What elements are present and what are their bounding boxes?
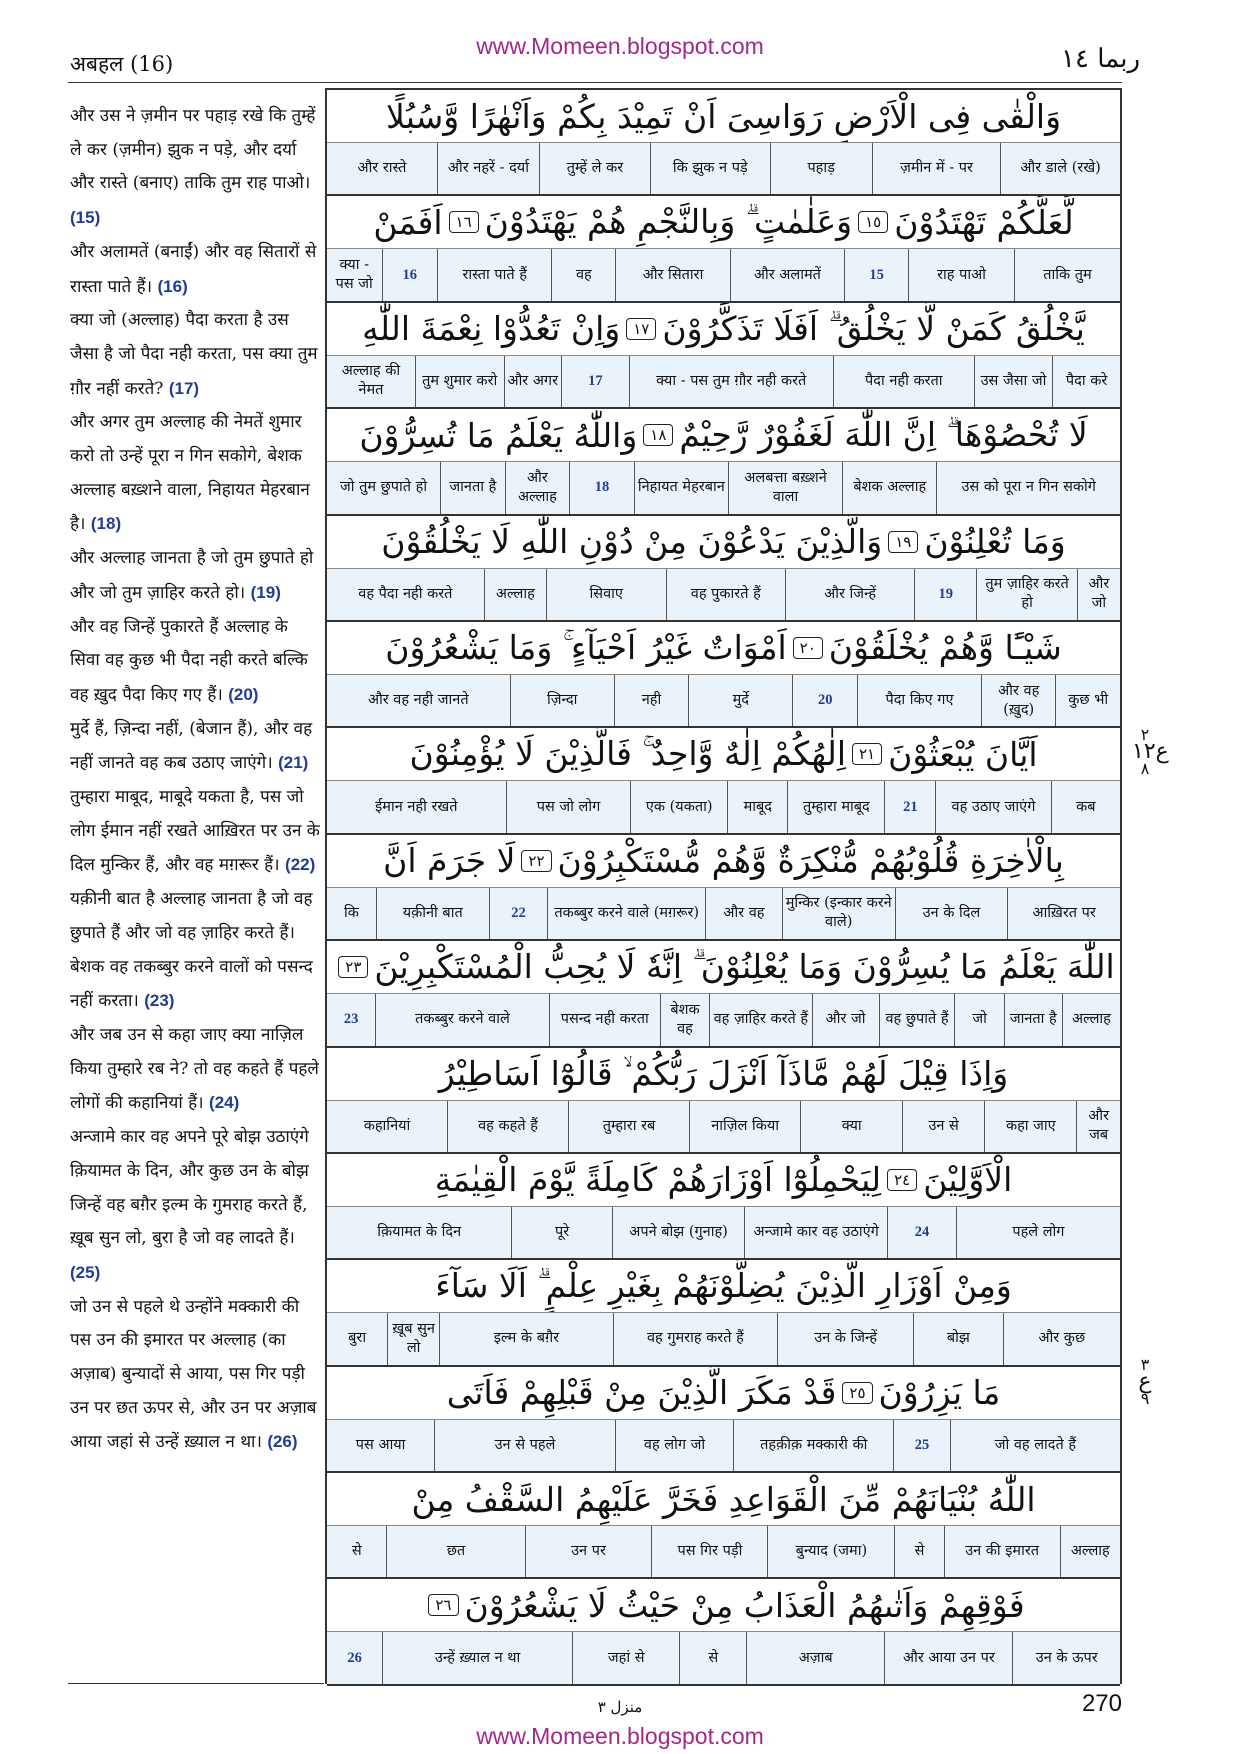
verse-number: (22) xyxy=(285,855,316,875)
verse-number-cell: 16 xyxy=(382,249,438,300)
arabic-verse-line xyxy=(327,728,1120,781)
word-meaning-cell: और जो xyxy=(1077,569,1120,620)
juz-header-right: ربما ١٤ xyxy=(1061,44,1140,74)
word-meaning-cell: मुन्किर (इन्कार करने वाले) xyxy=(782,888,895,939)
arabic-text: اِلٰهُكُمْ اِلٰهٌ وَّاحِدٌ ۚ فَالَّذِيْنَ لَا يُؤْمِنُوْنَ xyxy=(409,734,846,774)
translation-paragraph xyxy=(70,100,322,236)
ayah-number-marker: ٢٤ xyxy=(887,1169,917,1191)
translation-text: और अगर तुम अल्लाह की नेमतें शुमार करो तो उन्हें पूरा न गिन सकोगे, बेशक अल्लाह बख़्शने वाला, निहायत मेहरबान है। xyxy=(70,412,310,535)
translation-text: और जब उन से कहा जाए क्या नाज़िल किया तुम्हारे रब ने? तो वह कहते हैं पहले लोगों की कहानियां हैं। xyxy=(70,1024,319,1114)
ayah-number-marker: ٢٠ xyxy=(793,637,823,659)
verse-number: (25) xyxy=(70,1262,101,1282)
word-meaning-cell: से xyxy=(351,1543,362,1560)
word-meaning-cell: निहायत मेहरबान xyxy=(634,462,728,513)
verse-number: (19) xyxy=(250,582,281,602)
word-meaning-cell: और डाले (रखे) xyxy=(1000,143,1120,194)
word-meaning-cell: वह पैदा नही करते xyxy=(358,585,453,602)
word-meaning-cell: कुछ भी xyxy=(1055,675,1120,726)
arabic-text: اللّٰهُ بُنْيَانَهُمْ مِّنَ الْقَوَاعِدِ فَخَرَّ عَلَيْهِمُ السَّقْفُ مِنْ xyxy=(411,1479,1036,1519)
word-meaning-cell: पस आया xyxy=(355,1436,406,1453)
word-meaning-cell: अल्लाह की नेमत xyxy=(341,363,401,399)
word-meaning-cell: बेशक वह xyxy=(660,994,709,1045)
word-meaning-cell: तुम ज़ाहिर करते हो xyxy=(976,569,1076,620)
arabic-text: فَوْقِهِمْ وَاَتٰىهُمُ الْعَذَابُ مِنْ حَيْثُ لَا يَشْعُرُوْنَ xyxy=(464,1585,1025,1625)
word-meaning-cell: क्या - पस तुम ग़ौर नही करते xyxy=(629,356,833,407)
arabic-verse-line xyxy=(327,196,1120,249)
word-translation-row xyxy=(327,249,1120,302)
arabic-verse-line xyxy=(327,1154,1120,1207)
word-meaning-cell: और अगर xyxy=(504,356,561,407)
word-meaning-cell: उस जैसा जो xyxy=(974,356,1052,407)
translation-text: मुर्दे हैं, ज़िन्दा नहीं, (बेजान हैं), और वह नहीं जानते वह कब उठाए जाएंगे। xyxy=(70,718,313,774)
word-meaning-cell: अज़ाब xyxy=(746,1632,884,1683)
word-meaning-cell: तुम्हारा माबूद xyxy=(787,781,884,832)
word-meaning-cell: क्या xyxy=(800,1101,902,1152)
word-meaning-cell: मुर्दे xyxy=(688,675,792,726)
word-meaning-cell: से xyxy=(679,1632,746,1683)
word-meaning-cell: तुम्हें ले कर xyxy=(539,143,650,194)
verse-number: (24) xyxy=(209,1093,240,1113)
word-meaning-cell: पूरे xyxy=(511,1207,612,1258)
word-meaning-cell: उन पर xyxy=(525,1526,652,1577)
word-meaning-cell: और वह (ख़ुद) xyxy=(981,675,1055,726)
word-meaning-cell: और जब xyxy=(1076,1101,1120,1152)
word-meaning-cell: बुरा xyxy=(348,1330,367,1347)
verse-number: (21) xyxy=(278,753,309,773)
word-meaning-cell: जो तुम छुपाते हो xyxy=(339,479,428,496)
word-meaning-cell: ज़िन्दा xyxy=(510,675,614,726)
ruku-marker-symbol: ع xyxy=(1138,1369,1152,1394)
word-meaning-cell: बेशक अल्लाह xyxy=(842,462,936,513)
arabic-text: وَاِنْ تَعُدُّوْا نِعْمَةَ اللّٰهِ xyxy=(362,309,621,349)
word-translation-row xyxy=(327,1632,1120,1685)
arabic-text: وَاللّٰهُ يَعْلَمُ مَا تُسِرُّوْنَ xyxy=(359,415,638,455)
word-translation-row xyxy=(327,1207,1120,1260)
arabic-text: مَا يَزِرُوْنَ xyxy=(878,1373,1001,1413)
translation-text: क्या जो (अल्लाह) पैदा करता है उस जैसा है जो पैदा नही करता, पस क्या तुम ग़ौर नहीं करते? xyxy=(70,310,318,399)
header-rule xyxy=(68,82,1122,83)
verse-number-cell: 26 xyxy=(347,1649,362,1666)
word-translation-row xyxy=(327,675,1120,728)
word-meaning-cell: और सितारा xyxy=(615,249,729,300)
translation-paragraph xyxy=(70,304,322,406)
translation-paragraph xyxy=(70,883,322,1019)
ayah-number-marker: ١٧ xyxy=(626,318,656,340)
word-meaning-cell: वह गुमराह करते हैं xyxy=(613,1313,777,1364)
word-meaning-cell: अल्लाह xyxy=(1062,994,1120,1045)
arabic-verse-line xyxy=(327,1260,1120,1313)
translation-text: यक़ीनी बात है अल्लाह जानता है जो वह छुपाते हैं और जो वह ज़ाहिर करते हैं। बेशक वह तकब्बुर करने वालों को पसन्द नहीं करता। xyxy=(70,889,313,1012)
ayah-number-marker: ٢٦ xyxy=(428,1594,458,1616)
ayah-number-marker: ١٦ xyxy=(449,211,479,233)
word-meaning-cell: उस को पूरा न गिन सकोगे xyxy=(936,462,1120,513)
verse-number-cell: 20 xyxy=(792,675,857,726)
arabic-text: وَعَلٰمٰتٍ ۗ وَبِالنَّجْمِ هُمْ يَهْتَدُوْنَ xyxy=(484,202,853,242)
word-meaning-cell: नाज़िल किया xyxy=(689,1101,800,1152)
word-meaning-cell: कब xyxy=(1051,781,1120,832)
word-meaning-cell: तुम शुमार करो xyxy=(415,356,504,407)
translation-paragraph xyxy=(70,1019,322,1121)
manzil-label: منزل ٣ xyxy=(597,1698,643,1716)
word-meaning-cell: तकब्बुर करने वाले xyxy=(375,994,548,1045)
arabic-verse-line xyxy=(327,409,1120,462)
arabic-text: اَمْوَاتٌ غَيْرُ اَحْيَآءٍ ۚ وَمَا يَشْعُرُوْنَ xyxy=(385,627,787,667)
arabic-text: شَيْـًٔا وَّهُمْ يُخْلَقُوْنَ xyxy=(828,628,1062,668)
word-meaning-cell: वह छुपाते हैं xyxy=(879,994,955,1045)
ayah-number-marker: ٢٢ xyxy=(521,850,551,872)
word-meaning-cell: उन की इमारत xyxy=(944,1526,1060,1577)
translation-text: और वह जिन्हें पुकारते हैं अल्लाह के सिवा वह कुछ भी पैदा नही करते बल्कि वह ख़ुद पैदा किए गए हैं। xyxy=(70,616,308,705)
word-meaning-cell: नही xyxy=(614,675,688,726)
word-meaning-cell: तुम्हारा रब xyxy=(568,1101,689,1152)
word-meaning-cell: और अलामतें xyxy=(730,249,844,300)
word-meaning-cell: और जिन्हें xyxy=(785,569,914,620)
word-meaning-cell: अल्लाह xyxy=(1060,1526,1120,1577)
word-meaning-cell: पहाड़ xyxy=(770,143,872,194)
word-meaning-cell: उन से पहले xyxy=(434,1420,615,1471)
arabic-verse-line xyxy=(327,90,1120,143)
ruku-marker-top: ٢ xyxy=(1140,725,1150,744)
word-meaning-cell: कहा जाए xyxy=(984,1101,1076,1152)
verse-number-cell: 22 xyxy=(489,888,548,939)
word-meaning-cell: बुन्याद (जमा) xyxy=(767,1526,894,1577)
word-meaning-cell: तकब्बुर करने वाले (मग़रूर) xyxy=(547,888,705,939)
translation-paragraph xyxy=(70,406,322,542)
word-meaning-cell: जो वह लादते हैं xyxy=(950,1420,1120,1471)
ayah-number-marker: ٢٣ xyxy=(338,956,368,978)
word-meaning-cell: उन के ऊपर xyxy=(1012,1632,1120,1683)
word-meaning-cell: जो xyxy=(954,994,1003,1045)
word-translation-row xyxy=(327,1526,1120,1579)
word-meaning-cell: वह कहते हैं xyxy=(447,1101,568,1152)
verse-number-cell: 15 xyxy=(844,249,908,300)
ruku-marker xyxy=(1132,725,1169,778)
word-meaning-cell: वह पुकारते हैं xyxy=(666,569,786,620)
word-meaning-cell: इल्म के बग़ैर xyxy=(439,1313,613,1364)
word-meaning-cell: यक़ीनी बात xyxy=(376,888,489,939)
word-meaning-cell: राह पाओ xyxy=(908,249,1014,300)
word-meaning-cell: पहले लोग xyxy=(956,1207,1120,1258)
ayah-number-marker: ١٩ xyxy=(888,531,918,553)
translation-text: और उस ने ज़मीन पर पहाड़ रखे कि तुम्हें ले कर (ज़मीन) झुक न पड़े, और दर्या और रास्ते (बनाए) ताकि तुम राह पाओ। xyxy=(70,106,316,194)
word-meaning-cell: छत xyxy=(386,1526,524,1577)
word-translation-row xyxy=(327,356,1120,409)
arabic-text: وَالْقٰى فِى الْاَرْضِ رَوَاسِىَ اَنْ تَمِيْدَ بِكُمْ وَاَنْهٰرًا وَّسُبُلًا xyxy=(386,96,1062,136)
word-meaning-cell: वह उठाए जाएंगे xyxy=(935,781,1050,832)
arabic-text: يَّخْلُقُ كَمَنْ لَّا يَخْلُقُ ۗ اَفَلَا تَذَكَّرُوْنَ xyxy=(662,308,1085,348)
word-meaning-cell: क़ियामत के दिन xyxy=(377,1224,462,1241)
word-meaning-cell: ख़ूब सुन लो xyxy=(387,1313,439,1364)
ruku-marker xyxy=(1132,1356,1158,1407)
word-meaning-cell: उन के जिन्हें xyxy=(777,1313,913,1364)
word-meaning-cell: जानता है xyxy=(440,462,505,513)
arabic-text: اللّٰهَ يَعْلَمُ مَا يُسِرُّوْنَ وَمَا يُعْلِنُوْنَ ۗ اِنَّهٗ لَا يُحِبُّ الْمُسْتَكْبِرِيْنَ xyxy=(374,947,1115,987)
arabic-text: لَا جَرَمَ اَنَّ xyxy=(383,841,516,881)
word-meaning-cell: और रास्ते xyxy=(357,160,407,177)
arabic-verse-line xyxy=(327,516,1120,569)
word-meaning-cell: कि झुक न पड़े xyxy=(650,143,770,194)
word-meaning-cell: पस जो लोग xyxy=(506,781,631,832)
footer-rule xyxy=(68,1683,324,1684)
word-meaning-cell: अल्लाह xyxy=(484,569,546,620)
ayah-number-marker: ١٥ xyxy=(858,211,888,233)
word-meaning-cell: उन के दिल xyxy=(895,888,1008,939)
word-meaning-cell: माबूद xyxy=(727,781,787,832)
arabic-text: اَيَّانَ يُبْعَثُوْنَ xyxy=(888,734,1038,774)
arabic-text: وَمِنْ اَوْزَارِ الَّذِيْنَ يُضِلُّوْنَهُمْ بِغَيْرِ عِلْمٍ ۗ اَلَا سَآءَ xyxy=(435,1266,1012,1306)
word-translation-row xyxy=(327,781,1120,834)
word-meaning-cell: जहां से xyxy=(572,1632,680,1683)
word-meaning-cell: और कुछ xyxy=(1003,1313,1120,1364)
word-meaning-cell: वह लोग जो xyxy=(615,1420,734,1471)
word-translation-row xyxy=(327,888,1120,941)
verse-number: (16) xyxy=(157,276,188,296)
word-meaning-cell: कहानियां xyxy=(363,1117,411,1134)
word-translation-row xyxy=(327,1420,1120,1473)
verse-number-cell: 24 xyxy=(887,1207,956,1258)
word-meaning-cell: तहक़ीक़ मक्कारी की xyxy=(733,1420,893,1471)
word-meaning-cell: वह ज़ाहिर करते हैं xyxy=(709,994,811,1045)
arabic-verse-line xyxy=(327,1473,1120,1526)
translation-column xyxy=(70,100,322,1460)
site-url-bottom[interactable]: www.Momeen.blogspot.com xyxy=(476,1723,764,1749)
word-meaning-cell: पैदा करे xyxy=(1052,356,1120,407)
word-meaning-cell: और नहरें - दर्या xyxy=(437,143,539,194)
translation-paragraph xyxy=(70,1291,322,1461)
translation-text: और अलामतें (बनाईं) और वह सितारों से रास्ता पाते हैं। xyxy=(70,241,317,297)
arabic-verse-line xyxy=(327,941,1120,994)
ruku-marker-bottom: ٩ xyxy=(1140,1389,1150,1408)
verse-number: (23) xyxy=(144,991,175,1011)
word-translation-row xyxy=(327,143,1120,196)
translation-text: जो उन से पहले थे उन्होंने मक्कारी की पस उन की इमारत पर अल्लाह (का अज़ाब) बुन्यादों से आया, पस गिर पड़ी उन पर छत ऊपर से, और उन पर अज़ाब आया जहां से उन्हें ख़्याल न था। xyxy=(70,1296,317,1453)
verse-number: (18) xyxy=(90,514,122,534)
word-meaning-cell: पैदा किए गए xyxy=(857,675,981,726)
ruku-marker-bottom: ٨ xyxy=(1140,759,1150,778)
ruku-marker-symbol: ع١٢ xyxy=(1132,739,1169,764)
arabic-text: الْاَوَّلِيْنَ xyxy=(923,1160,1013,1200)
word-translation-row xyxy=(327,1313,1120,1366)
translation-paragraph xyxy=(70,713,322,781)
word-meaning-cell: पैदा नही करता xyxy=(833,356,974,407)
word-meaning-cell: उन से xyxy=(902,1101,984,1152)
translation-paragraph xyxy=(70,1121,322,1291)
word-meaning-cell: और वह xyxy=(705,888,782,939)
verse-number: (26) xyxy=(267,1432,298,1452)
arabic-verse-line xyxy=(327,1579,1120,1632)
verse-number: (20) xyxy=(228,684,259,704)
word-meaning-cell: जानता है xyxy=(1004,994,1062,1045)
verse-number-cell: 17 xyxy=(561,356,629,407)
word-meaning-cell: रास्ता पाते हैं xyxy=(437,249,551,300)
translation-paragraph xyxy=(70,236,322,304)
translation-text: अन्जामे कार वह अपने पूरे बोझ उठाएंगे क़ियामत के दिन, और कुछ उन के बोझ जिन्हें वह बग़ैर इल्म के गुमराह करते हैं, ख़ूब सुन लो, बुरा है जो वह लादते हैं। xyxy=(70,1127,309,1249)
ayah-number-marker: ١٨ xyxy=(643,424,673,446)
word-meaning-cell: बोझ xyxy=(913,1313,1002,1364)
word-meaning-cell: से xyxy=(894,1526,943,1577)
page-number: 270 xyxy=(1081,1690,1122,1717)
verse-number: (15) xyxy=(70,208,101,228)
arabic-text: اَفَمَنْ xyxy=(373,202,443,242)
verse-number-cell: 23 xyxy=(343,1011,359,1028)
ruku-marker-top: ٣ xyxy=(1140,1355,1150,1374)
translation-text: और अल्लाह जानता है जो तुम छुपाते हो और जो तुम ज़ाहिर करते हो। xyxy=(70,548,314,603)
word-meaning-cell: अलबत्ता बख़्शने वाला xyxy=(728,462,842,513)
word-meaning-cell: और आया उन पर xyxy=(884,1632,1012,1683)
arabic-text: بِالْاٰخِرَةِ قُلُوْبُهُمْ مُّنْكِرَةٌ وَّهُمْ مُّسْتَكْبِرُوْنَ xyxy=(557,841,1064,881)
arabic-text: وَالَّذِيْنَ يَدْعُوْنَ مِنْ دُوْنِ اللّٰهِ لَا يَخْلُقُوْنَ xyxy=(381,522,883,562)
surah-header-left: अबहल (16) xyxy=(70,52,174,76)
word-meaning-cell: और जो xyxy=(812,994,879,1045)
word-translation-row xyxy=(327,1101,1120,1154)
word-meaning-cell: ज़मीन में - पर xyxy=(872,143,1001,194)
word-meaning-cell: अपने बोझ (गुनाह) xyxy=(612,1207,744,1258)
arabic-verse-line xyxy=(327,1367,1120,1420)
word-meaning-cell: ताकि तुम xyxy=(1014,249,1120,300)
word-meaning-cell: कि xyxy=(343,904,359,921)
arabic-verse-line xyxy=(327,1048,1120,1101)
word-meaning-cell: सिवाए xyxy=(546,569,666,620)
arabic-text: وَمَا تُعْلِنُوْنَ xyxy=(924,522,1066,562)
verse-number-cell: 18 xyxy=(569,462,634,513)
arabic-text: قَدْ مَكَرَ الَّذِيْنَ مِنْ قَبْلِهِمْ فَاَتَى xyxy=(446,1373,837,1413)
site-url-top[interactable]: www.Momeen.blogspot.com xyxy=(476,33,764,59)
word-meaning-cell: पस गिर पड़ी xyxy=(651,1526,767,1577)
arabic-text: وَاِذَا قِيْلَ لَهُمْ مَّاذَآ اَنْزَلَ رَبُّكُمْ ۙ قَالُوْٓا اَسَاطِيْرُ xyxy=(438,1053,1009,1093)
word-translation-row xyxy=(327,569,1120,622)
word-translation-row xyxy=(327,462,1120,515)
word-meaning-cell: क्या - पस जो xyxy=(335,257,373,293)
verse-number-cell: 25 xyxy=(893,1420,950,1471)
translation-paragraph xyxy=(70,611,322,713)
word-by-word-table xyxy=(325,88,1122,1684)
word-translation-row xyxy=(327,994,1120,1047)
arabic-text: لَّعَلَّكُمْ تَهْتَدُوْنَ xyxy=(894,202,1074,242)
arabic-verse-line xyxy=(327,303,1120,356)
word-meaning-cell: वह xyxy=(551,249,615,300)
word-meaning-cell: ईमान नही रखते xyxy=(375,798,458,815)
verse-number: (17) xyxy=(168,378,200,398)
word-meaning-cell: उन्हें ख़्याल न था xyxy=(382,1632,572,1683)
ayah-number-marker: ٢٥ xyxy=(842,1382,872,1404)
word-meaning-cell: पसन्द नही करता xyxy=(549,994,660,1045)
verse-number-cell: 19 xyxy=(914,569,976,620)
arabic-text: لِيَحْمِلُوْٓا اَوْزَارَهُمْ كَامِلَةً يَّوْمَ الْقِيٰمَةِ xyxy=(434,1160,882,1200)
word-meaning-cell: अन्जामे कार वह उठाएंगे xyxy=(744,1207,887,1258)
translation-paragraph xyxy=(70,781,322,883)
arabic-verse-line xyxy=(327,835,1120,888)
ayah-number-marker: ٢١ xyxy=(852,743,882,765)
arabic-text: لَا تُحْصُوْهَا ۗ اِنَّ اللّٰهَ لَغَفُوْرٌ رَّحِيْمٌ xyxy=(679,415,1088,455)
arabic-verse-line xyxy=(327,622,1120,675)
word-meaning-cell: एक (यकता) xyxy=(630,781,727,832)
word-meaning-cell: आख़िरत पर xyxy=(1007,888,1120,939)
verse-number-cell: 21 xyxy=(884,781,935,832)
translation-text: तुम्हारा माबूद, माबूदे यकता है, पस जो लोग ईमान नहीं रखते आख़िरत पर उन के दिल मुन्किर हैं, और वह मग़रूर हैं। xyxy=(70,787,320,876)
translation-paragraph xyxy=(70,542,322,610)
word-meaning-cell: और वह नही जानते xyxy=(367,692,469,709)
word-meaning-cell: और अल्लाह xyxy=(505,462,570,513)
